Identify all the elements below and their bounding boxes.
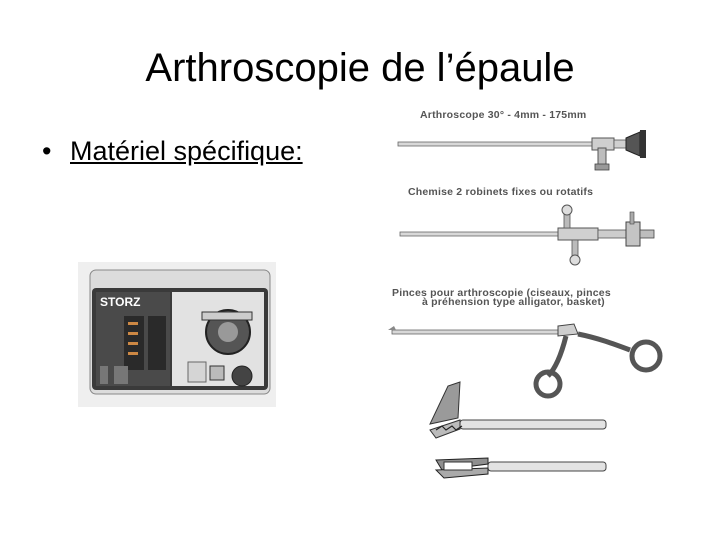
bullet-dot: • — [42, 136, 52, 166]
storz-logo: STORZ — [100, 295, 141, 309]
chemise-image — [398, 200, 660, 268]
slide-title: Arthroscopie de l’épaule — [145, 46, 575, 90]
arthroscope-image — [392, 124, 666, 174]
arthroscopy-pump-console-image — [78, 262, 276, 407]
bullet-item — [42, 135, 303, 167]
bullet-text: Matériel spécifique: — [70, 136, 303, 166]
chemise-caption: Chemise 2 robinets fixes ou rotatifs — [408, 186, 594, 198]
pinces-caption-line2: à préhension type alligator, basket) — [422, 296, 605, 308]
arthroscope-caption: Arthroscope 30° - 4mm - 175mm — [420, 109, 587, 121]
pinces-caption-line1: Pinces pour arthroscopie (ciseaux, pinces — [392, 287, 611, 299]
pinces-image — [388, 312, 668, 488]
